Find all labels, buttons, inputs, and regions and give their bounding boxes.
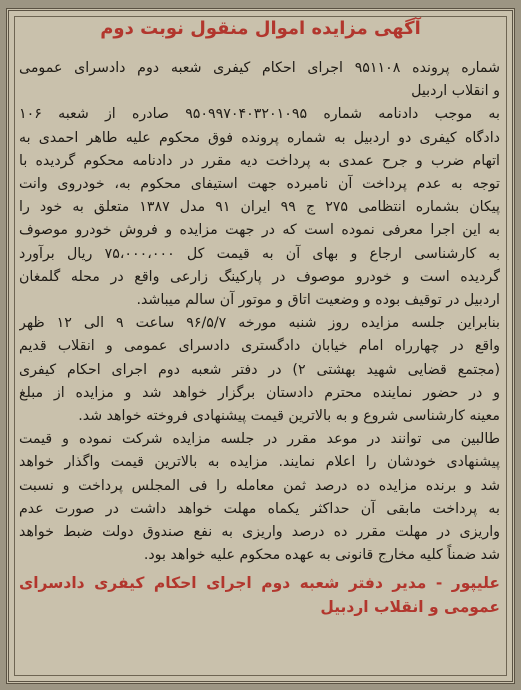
notice-body-line: توجه به عدم پرداخت آن نامبرده جهت استیفای محکوم به، خودروی وانت bbox=[19, 176, 500, 192]
notice-body-line: به این اجرا معرفی نموده است که در جهت مزایده و فروش خودرو موصوف bbox=[19, 222, 500, 239]
notice-title: آگهی مزایده اموال منقول نوبت دوم bbox=[100, 18, 421, 39]
notice-body-line: اردبیل در توقیف بوده و وضعیت اتاق و موتور آن سالم میباشد. bbox=[136, 292, 500, 308]
notice-body-line: شد ضمناً کلیه مخارج قانونی به عهده محکوم علیه خواهد بود. bbox=[143, 547, 500, 564]
notice-body-line: و در حضور نماینده محترم دادستان برگزار خواهد شد و مزایده از مبلغ bbox=[19, 384, 500, 401]
notice-body-line: به کارشناسی ارجاع و بهای آن به قیمت کل ۷۵،۰۰۰،۰۰۰ ریال برآورد bbox=[19, 245, 500, 262]
notice-body-line: به موجب دادنامه شماره ۹۵۰۹۹۷۰۴۰۳۲۰۱۰۹۵ صادره از شعبه ۱۰۶ bbox=[19, 106, 500, 123]
notice-body-line: پیکان بشماره انتظامی ۲۷۵ ج ۹۹ ایران ۹۱ مدل ۱۳۸۷ متعلق به خود را bbox=[19, 199, 500, 216]
notice-body-line: به پرداخت مابقی آن حداکثر یکماه مهلت خواهد داشت در صورت عدم bbox=[19, 500, 500, 517]
notice-body-line: گردیده است و خودرو موصوف در پارکینگ زارعی واقع در محله گلمغان bbox=[19, 268, 500, 285]
notice-body-line: (مجتمع قضایی شهید بهشتی ۲) در دفتر شعبه دوم اجرای احکام کیفری bbox=[19, 361, 500, 378]
notice-page bbox=[6, 8, 515, 684]
notice-body-line: واریزی در مهلت مقرر ده درصد واریزی به نفع صندوق دولت ضبط خواهد bbox=[19, 524, 500, 540]
notice-body-line: بنابراین جلسه مزایده روز شنبه مورخه ۹۶/۵/۷ ساعت ۹ الی ۱۲ ظهر bbox=[19, 315, 500, 332]
notice-body-line: واقع در چهارراه امام خیابان دادگستری دادسرای عمومی و انقلاب قدیم bbox=[19, 338, 500, 355]
notice-body-line: طالبین می توانند در موعد مقرر در جلسه مزایده شرکت نموده و قیمت bbox=[19, 431, 500, 448]
notice-body-line: شماره پرونده ۹۵۱۱۰۸ اجرای احکام کیفری شعبه دوم دادسرای عمومی bbox=[19, 60, 500, 76]
notice-body-line: دادگاه کیفری دو اردبیل به شماره پرونده فوق محکوم علیه طاهر احمدی به bbox=[19, 129, 500, 146]
notice-body-line: پیشنهادی خودشان را اعلام نمایند. مزایده به بالاترین قیمت واگذار خواهد bbox=[19, 454, 500, 471]
notice-body-line: اتهام ضرب و جرح عمدی به پرداخت دیه مقرر در دادنامه محکوم گردیده با bbox=[19, 152, 500, 169]
notice-signature-line: علیپور - مدیر دفتر شعبه دوم اجرای احکام کیفری دادسرای bbox=[19, 574, 500, 593]
notice-signature-line: عمومی و انقلاب اردبیل bbox=[320, 598, 500, 617]
notice-body-line: معینه کارشناسی شروع و به بالاترین قیمت پیشنهادی فروخته خواهد شد. bbox=[78, 408, 500, 424]
notice-body-line: و انقلاب اردبیل bbox=[411, 83, 500, 100]
notice-body-line: شد و برنده مزایده ده درصد ثمن معامله را فی المجلس پرداخت و نسبت bbox=[19, 477, 500, 494]
